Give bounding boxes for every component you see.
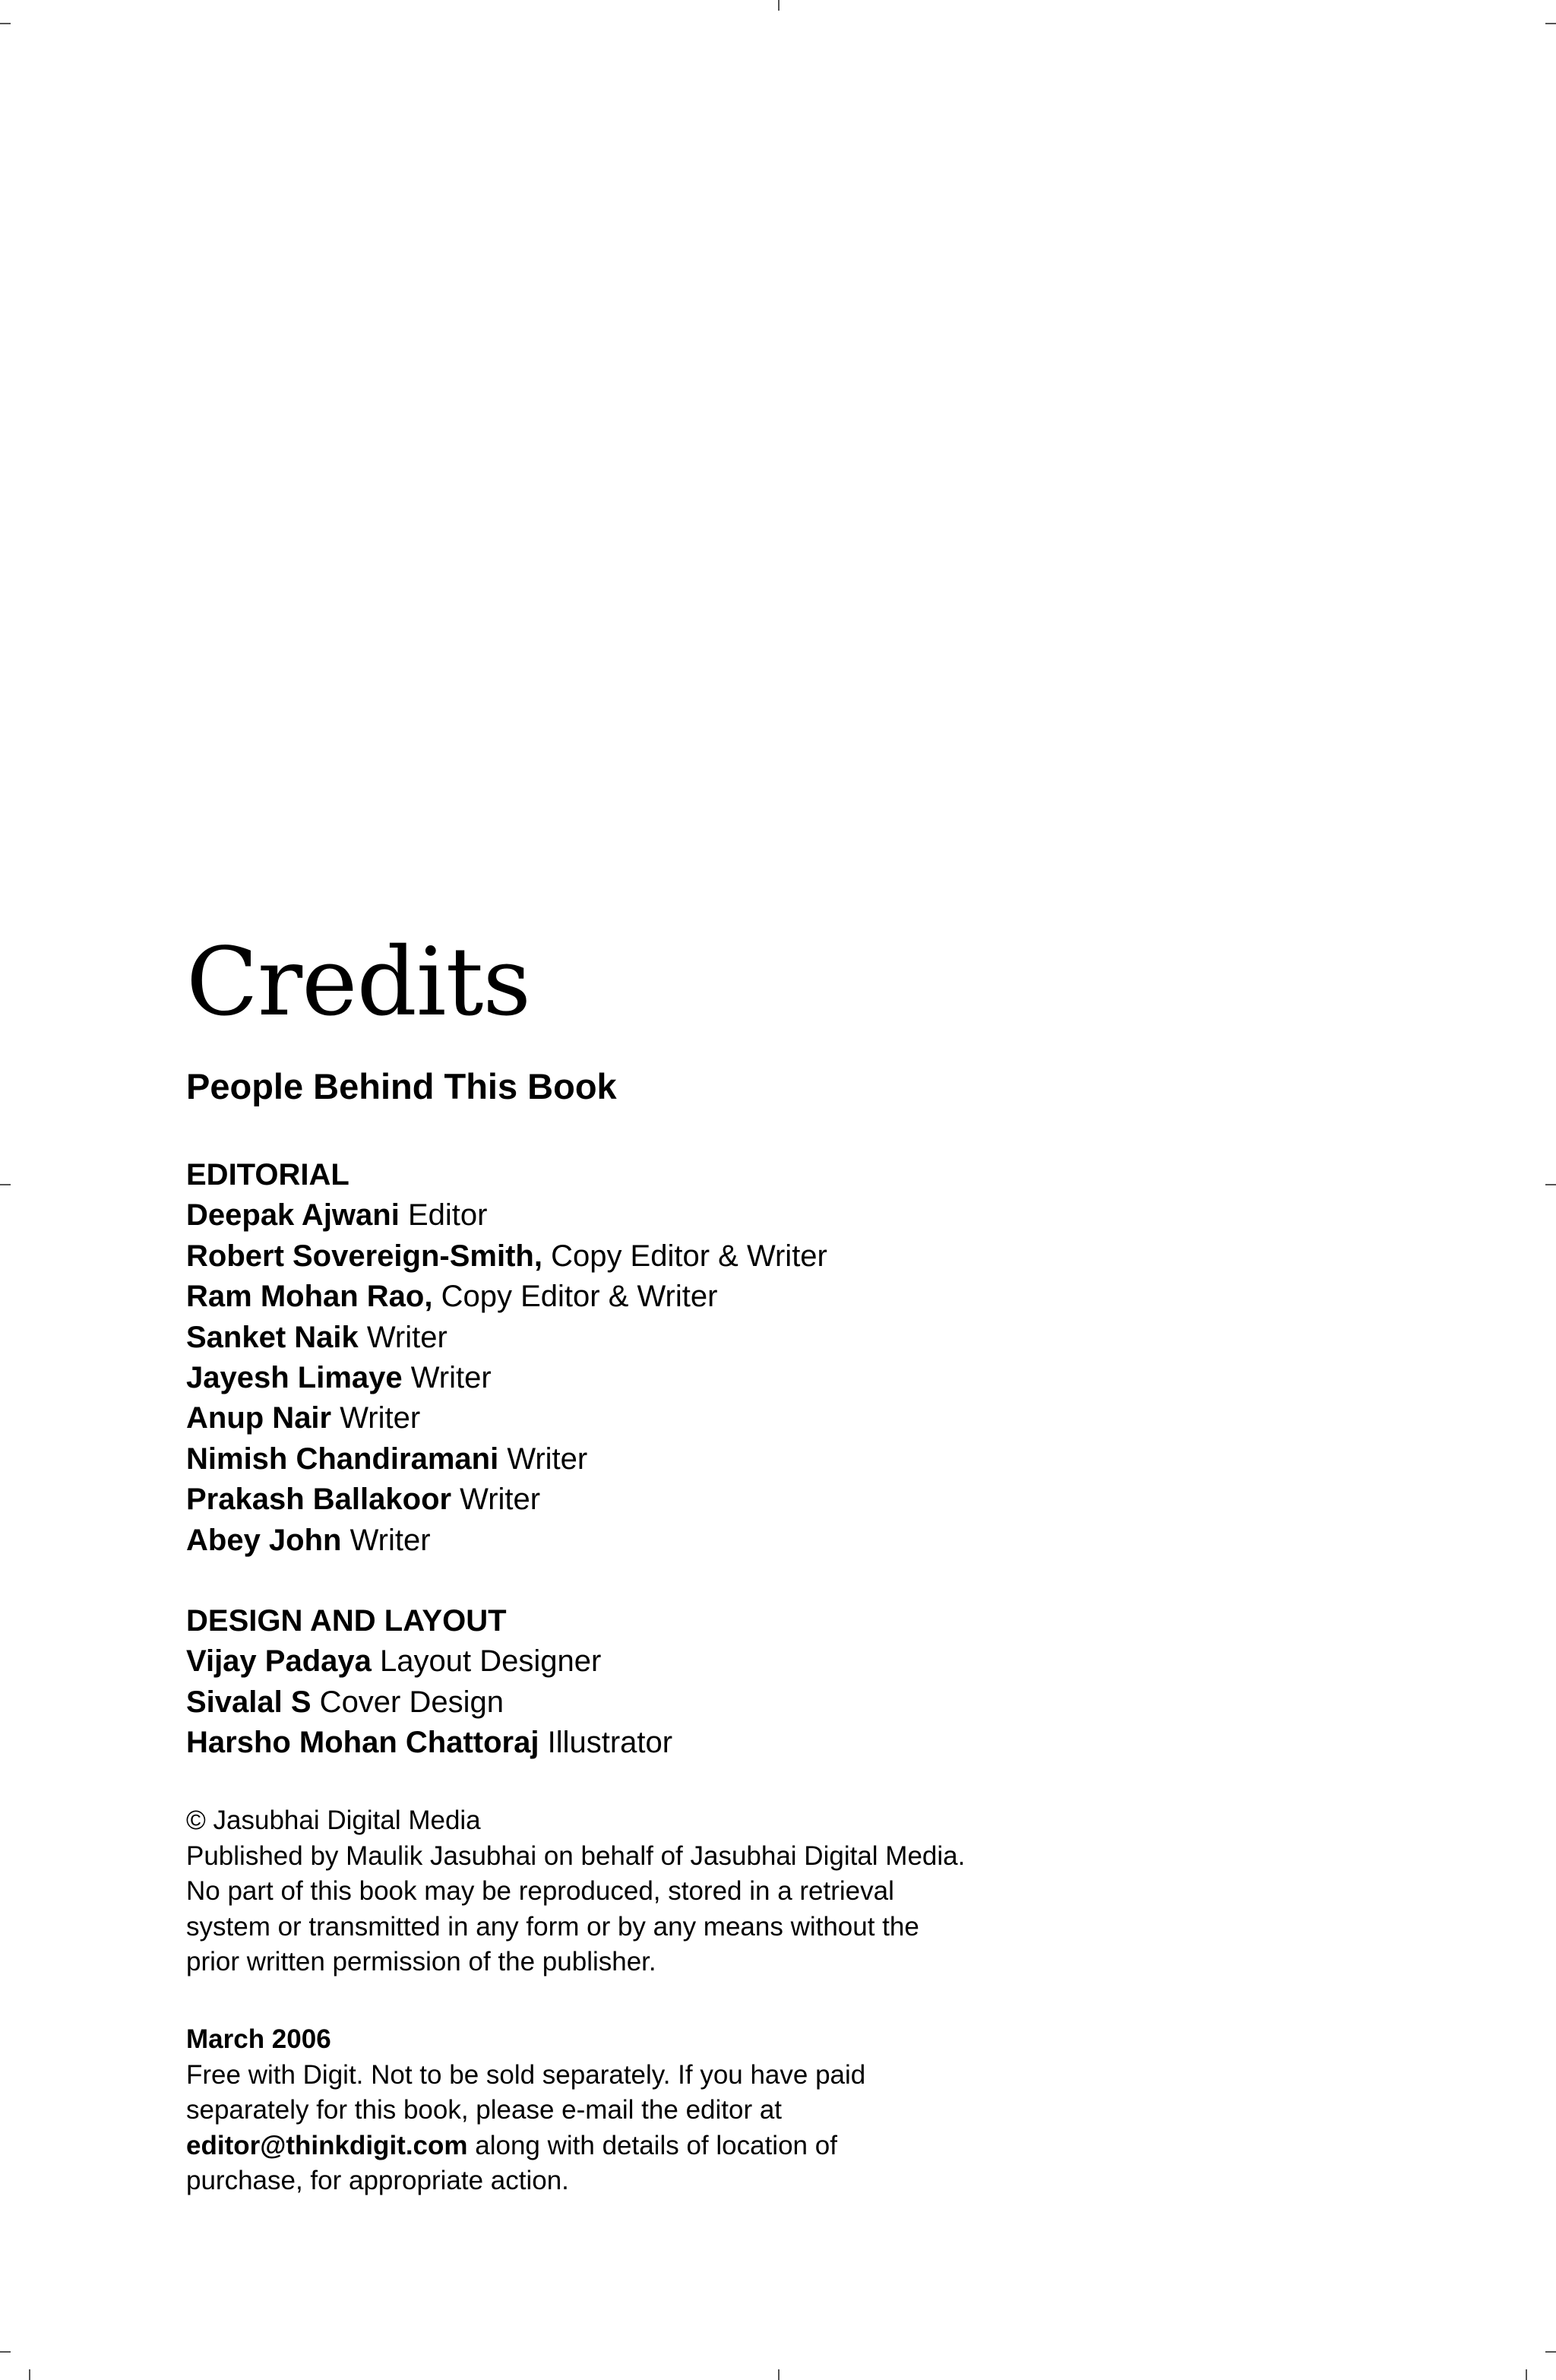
credit-role: Cover Design [311,1685,504,1719]
copyright-line: © Jasubhai Digital Media [186,1806,481,1835]
credit-name: Sanket Naik [186,1320,359,1354]
crop-mark [1545,1184,1556,1185]
section-heading: DESIGN AND LAYOUT [186,1604,507,1638]
credit-name: Jayesh Limaye [186,1361,403,1395]
credit-line [186,1358,827,1398]
notice-text: Free with Digit. Not to be sold separately. If you have paid [186,2059,866,2090]
credit-line [186,1277,827,1317]
publisher-line: Published by Maulik Jasubhai on behalf of Jasubhai Digital Media. [186,1840,966,1871]
credit-line [186,1398,827,1438]
credit-line [186,1682,672,1723]
notice-text: purchase, for appropriate action. [186,2166,569,2195]
credit-line [186,1480,827,1520]
credit-role: Writer [341,1523,431,1557]
crop-mark [778,2369,780,2380]
crop-mark [1545,23,1556,24]
copyright-text: prior written permission of the publisher. [186,1947,656,1976]
credit-line [186,1439,827,1480]
credit-line [186,1236,827,1277]
crop-mark [29,2369,30,2380]
credit-role: Layout Designer [371,1644,602,1679]
copyright-text: No part of this book may be reproduced, stored in a retrieval [186,1876,894,1906]
crop-mark [0,23,11,24]
credit-name: Prakash Ballakoor [186,1483,452,1517]
credit-name: Deepak Ajwani [186,1198,400,1233]
credit-role: Writer [331,1401,421,1435]
design-section [186,1601,672,1764]
editor-email[interactable]: editor@thinkdigit.com [186,2130,468,2160]
credit-role: Writer [402,1361,492,1395]
page-title: Credits [186,928,531,1037]
credit-role: Writer [451,1483,541,1517]
notice-text [186,2128,865,2164]
credit-name: Anup Nair [186,1401,332,1435]
notice-text: separately for this book, please e-mail the editor at [186,2095,783,2125]
credit-line [186,1195,827,1236]
credit-name: Robert Sovereign-Smith, [186,1239,542,1273]
credit-name: Vijay Padaya [186,1644,372,1679]
credit-role: Copy Editor & Writer [542,1239,827,1273]
credit-name: Abey John [186,1523,342,1557]
crop-mark [0,1184,11,1185]
crop-mark [778,0,780,11]
credit-role: Writer [498,1442,588,1476]
credit-role: Writer [358,1320,448,1354]
editorial-section [186,1155,827,1561]
copyright-block [186,1803,965,1980]
credit-role: Editor [399,1198,488,1233]
credit-name: Sivalal S [186,1685,312,1719]
crop-mark [1526,2369,1527,2380]
publication-date: March 2006 [186,2024,331,2054]
credit-name: Harsho Mohan Chattoraj [186,1726,539,1760]
crop-mark [1545,2351,1556,2353]
credit-line [186,1521,827,1561]
credit-name: Nimish Chandiramani [186,1442,499,1476]
credit-line [186,1318,827,1358]
credit-name: Ram Mohan Rao, [186,1280,433,1314]
notice-text-rest: along with details of location of [467,2130,837,2160]
credit-line [186,1723,672,1763]
credit-role: Illustrator [539,1726,673,1760]
notice-block [186,2022,865,2199]
page-subtitle: People Behind This Book [186,1066,617,1106]
copyright-text: system or transmitted in any form or by any means without the [186,1911,919,1942]
credit-role: Copy Editor & Writer [432,1280,718,1314]
credit-line [186,1641,672,1682]
section-heading: EDITORIAL [186,1158,349,1192]
crop-mark [0,2351,11,2353]
